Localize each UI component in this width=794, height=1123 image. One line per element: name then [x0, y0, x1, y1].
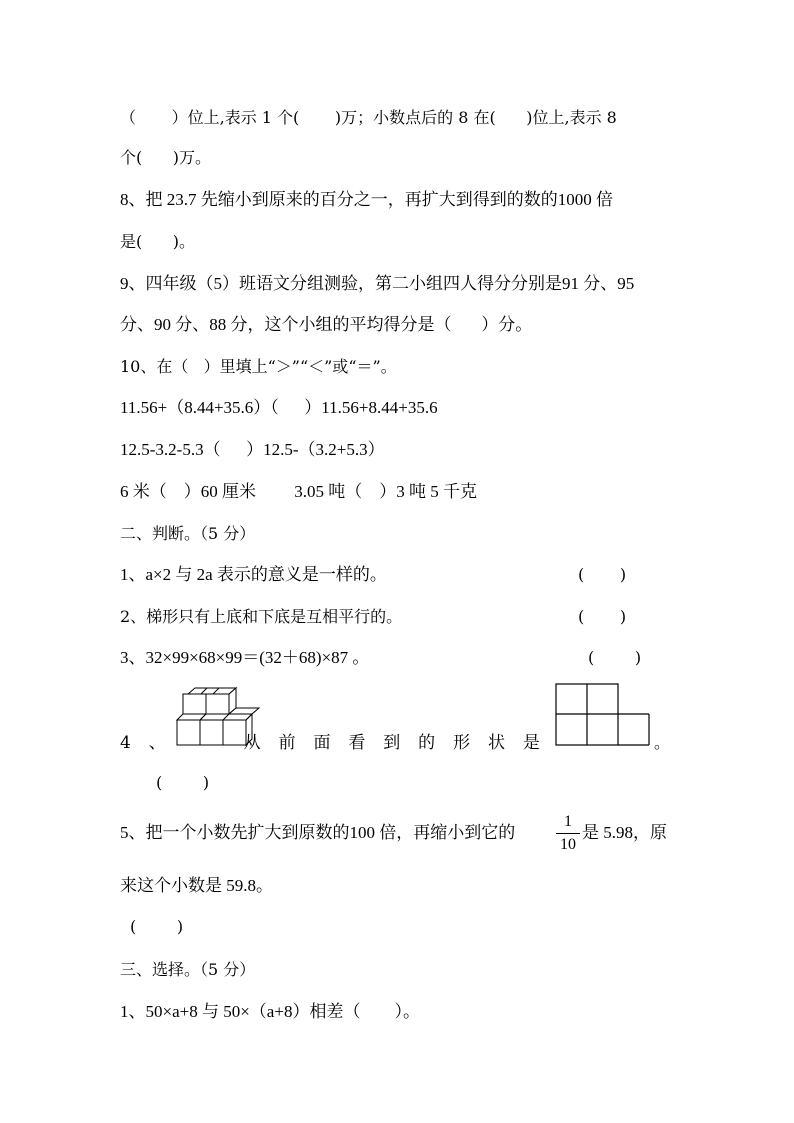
char: 面	[313, 733, 331, 753]
answer-paren: ( )	[130, 917, 184, 936]
char: 是	[522, 733, 540, 753]
judge-4-sep: 、	[148, 733, 166, 753]
judge-1: 1、a×2 与 2a 表示的意义是一样的。	[120, 565, 387, 584]
text-line: 是( )。	[120, 232, 196, 251]
text-line: 个( )万。	[120, 148, 212, 167]
text-line: 来这个小数是 59.8。	[120, 876, 273, 895]
char: 前	[278, 733, 296, 753]
compare-line-1: 11.56+（8.44+35.6）（ ）11.56+8.44+35.6	[120, 398, 438, 417]
question-10: 10、在（ ）里填上“＞”“＜”或“＝”。	[120, 357, 397, 376]
front-view-figure	[555, 683, 651, 747]
fraction	[556, 813, 580, 854]
answer-paren: ( )	[578, 565, 627, 584]
section-heading: 二、判断。（5 分）	[120, 524, 256, 543]
answer-paren: ( )	[156, 773, 210, 792]
section-heading: 三、选择。（5 分）	[120, 960, 256, 979]
fraction-numerator: 1	[564, 813, 572, 830]
text-line: 分、90 分、88 分，这个小组的平均得分是（ ）分。	[120, 315, 533, 334]
judge-3: 3、32×99×68×99＝(32＋68)×87 。	[120, 648, 370, 667]
fraction-bar	[556, 833, 580, 834]
compare-line-2: 12.5-3.2-5.3（ ）12.5-（3.2+5.3）	[120, 440, 385, 459]
judge-5-end: 是 5.98，原	[582, 823, 667, 842]
fraction-denominator: 10	[560, 836, 576, 853]
char: 从	[243, 733, 261, 753]
judge-4	[120, 733, 540, 753]
char: 的	[418, 733, 436, 753]
choice-1: 1、50×a+8 与 50×（a+8）相差（ ）。	[120, 1002, 420, 1021]
compare-line-3: 6 米（ ）60 厘米 3.05 吨（ ）3 吨 5 千克	[120, 482, 477, 501]
text-line: （ ）位上,表示 1 个( )万；小数点后的 8 在( )位上,表示 8	[120, 108, 617, 127]
judge-4-number: 4	[120, 733, 131, 753]
judge-4-period: 。	[654, 733, 671, 752]
char: 形	[453, 733, 471, 753]
judge-5: 5、把一个小数先扩大到原数的100 倍，再缩小到它的	[120, 823, 516, 842]
judge-2: 2、梯形只有上底和下底是互相平行的。	[120, 607, 403, 626]
answer-paren: ( )	[578, 607, 627, 626]
answer-paren: ( )	[588, 648, 642, 667]
char: 状	[487, 733, 505, 753]
question-8: 8、把 23.7 先缩小到原来的百分之一，再扩大到得到的数的1000 倍	[120, 190, 613, 209]
question-9: 9、四年级（5）班语文分组测验，第二小组四人得分分别是91 分、95	[120, 274, 635, 293]
char: 到	[383, 733, 401, 753]
char: 看	[348, 733, 366, 753]
